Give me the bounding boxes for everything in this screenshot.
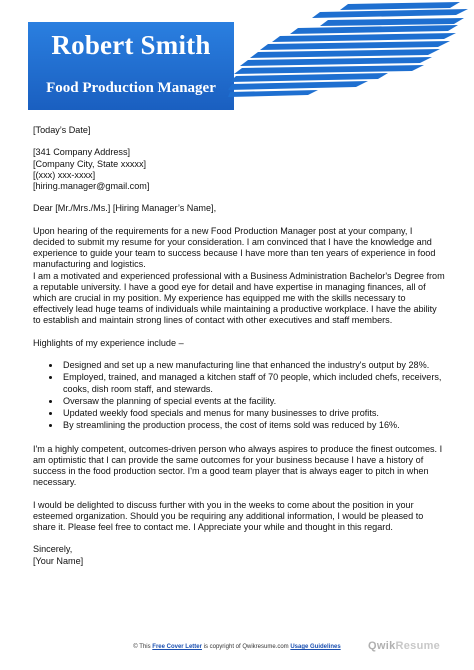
job-title: Food Production Manager (46, 80, 216, 96)
list-item: • By streamlining the production process, the cost of items sold was reduced by 16%. (61, 420, 445, 431)
address-line: [341 Company Address] (33, 147, 131, 158)
highlights-intro: Highlights of my experience include – (33, 337, 184, 348)
list-item: • Oversaw the planning of special events at the facility. (61, 396, 445, 407)
list-item: • Employed, trained, and managed a kitchen staff of 70 people, which included chefs, receivers, cooks, dish room staff, and stewards. (61, 372, 445, 394)
list-item: • Designed and set up a new manufacturing line that enhanced the industry's output by 28%. (61, 360, 445, 371)
letter-date: [Today’s Date] (33, 125, 91, 135)
footer-middle: is copyright of Qwikresume.com (201, 644, 291, 650)
highlights-list (33, 360, 445, 431)
paragraph-closing: I would be delighted to discuss further with you in the weeks to come about the position in your esteemed organization. Should you be requiring any additional information, I would be pleased to share it. Please feel free to contact me. I Appreciate your while and thought in this regard. (33, 499, 424, 532)
salutation: Dear [Mr./Mrs./Ms.] [Hiring Manager’s Name], (33, 203, 217, 214)
signature: [Your Name] (33, 555, 84, 566)
list-item: • Updated weekly food specials and menus for many businesses to drive profits. (61, 408, 445, 419)
logo-resume: Resume (395, 640, 441, 652)
usage-guidelines-link[interactable]: Usage Guidelines (290, 644, 341, 650)
qwikresume-logo (368, 640, 440, 652)
free-cover-letter-link[interactable]: Free Cover Letter (152, 644, 202, 650)
paragraph-background: I am a motivated and experienced professional with a Business Administration Bachelor's Degree from a reputable university. I have a good eye for detail and have expertise in managing finances, all of which are crucial in my position. My experience has equipped me with the skills necessary to effectively lead huge teams of individuals while maintaining a productive workplace. I have the ability to establish and maintain strong lines of contact with other executives and staff members. (33, 270, 445, 326)
letter-body (33, 125, 445, 567)
logo-qwik: Qwik (368, 640, 396, 652)
address-line: [(xxx) xxx-xxxx] (33, 169, 96, 180)
paragraph-qualities: I'm a highly competent, outcomes-driven person who always aspires to produce the finest outcomes. I am optimistic that I can provide the same outcomes for your business because I have a history of success in the food production sector. I'm a good team player that is always eager to pitch in when necessary. (33, 443, 443, 488)
header-banner (28, 22, 234, 110)
footer-prefix: © This (133, 644, 153, 650)
applicant-name: Robert Smith (51, 30, 211, 60)
decorative-stripes (228, 0, 474, 110)
closing: Sincerely, (33, 544, 73, 555)
paragraph-intro: Upon hearing of the requirements for a new Food Production Manager post at your company, I decided to submit my resume for your consideration. I am convinced that I have the knowledge and experience to guide your team to success because I have more than ten years of experience in food manufacturing and logistics. (33, 225, 436, 270)
address-line: [Company City, State xxxxx] (33, 158, 147, 169)
address-line: [hiring.manager@gmail.com] (33, 181, 150, 191)
